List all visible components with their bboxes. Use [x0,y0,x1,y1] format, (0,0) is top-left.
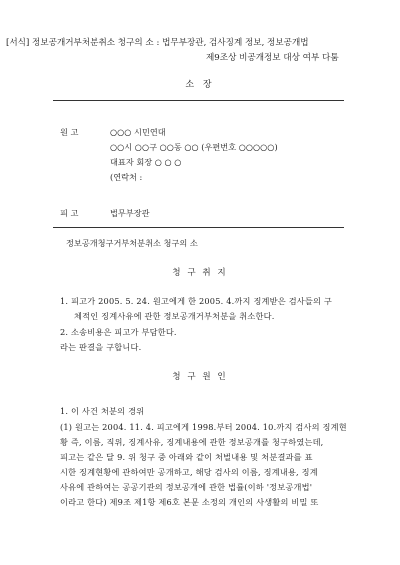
plaintiff-name: ○○○ 시민연대 [110,127,166,137]
purpose-closing: 라는 판결을 구합니다. [60,342,142,352]
reasons-paragraph-line: 황 즉, 이름, 직위, 징계사유, 징계내용에 관한 정보공개를 청구하였는데, [60,437,324,447]
plaintiff-contact: (연락처 : [110,172,143,182]
defendant-label: 피 고 [60,208,79,218]
purpose-item2: 2. 소송비용은 피고가 부담한다. [60,327,177,337]
reasons-heading: 청 구 원 인 [172,372,228,382]
reasons-paragraph-line: 시한 징계현황에 관하여만 공개하고, 해당 검사의 이름, 징계내용, 징계 [60,467,318,477]
header-title-line2: 제9조상 비공개정보 대상 여부 다툼 [206,53,339,63]
purpose-item1-line1: 1. 피고가 2005. 5. 24. 원고에게 한 2005. 4.까지 징계받은 검사들의 구 [60,296,333,306]
reasons-paragraph-line: 피고는 같은 달 9. 위 청구 중 아래와 같이 처벌내용 및 처분결과를 표 [60,452,313,462]
title-divider-top [53,100,344,101]
reasons-subheading: 1. 이 사건 처분의 경위 [60,406,145,416]
header-title-line1: [서식] 정보공개거부처분취소 청구의 소 : 법무부장관, 검사징계 정보, 정보공개법 [6,38,309,48]
reasons-paragraph-line: 사유에 관하여는 공공기관의 정보공개에 관한 법률(이하 '정보공개법' [60,482,313,492]
case-divider [53,227,344,228]
plaintiff-address: ○○시 ○○구 ○○동 ○○ (우편번호 ○○○○○) [110,142,278,152]
plaintiff-representative: 대표자 회장 ○ ○ ○ [110,157,182,167]
plaintiff-label: 원 고 [60,127,79,137]
case-name: 정보공개청구거부처분취소 청구의 소 [66,238,198,248]
purpose-heading: 청 구 취 지 [172,268,228,278]
document-title: 소 장 [185,80,215,90]
reasons-paragraph-line: 이라고 한다) 제9조 제1항 제6호 본문 소정의 개인의 사생활의 비밀 또 [60,497,319,507]
defendant-name: 법무부장관 [110,208,150,218]
purpose-item1-line2: 체적인 징계사유에 관한 정보공개거부처분을 취소한다. [74,311,275,321]
reasons-paragraph-line: (1) 원고는 2004. 11. 4. 피고에게 1998.부터 2004. 10.까지 검사의 징계현 [60,422,347,432]
